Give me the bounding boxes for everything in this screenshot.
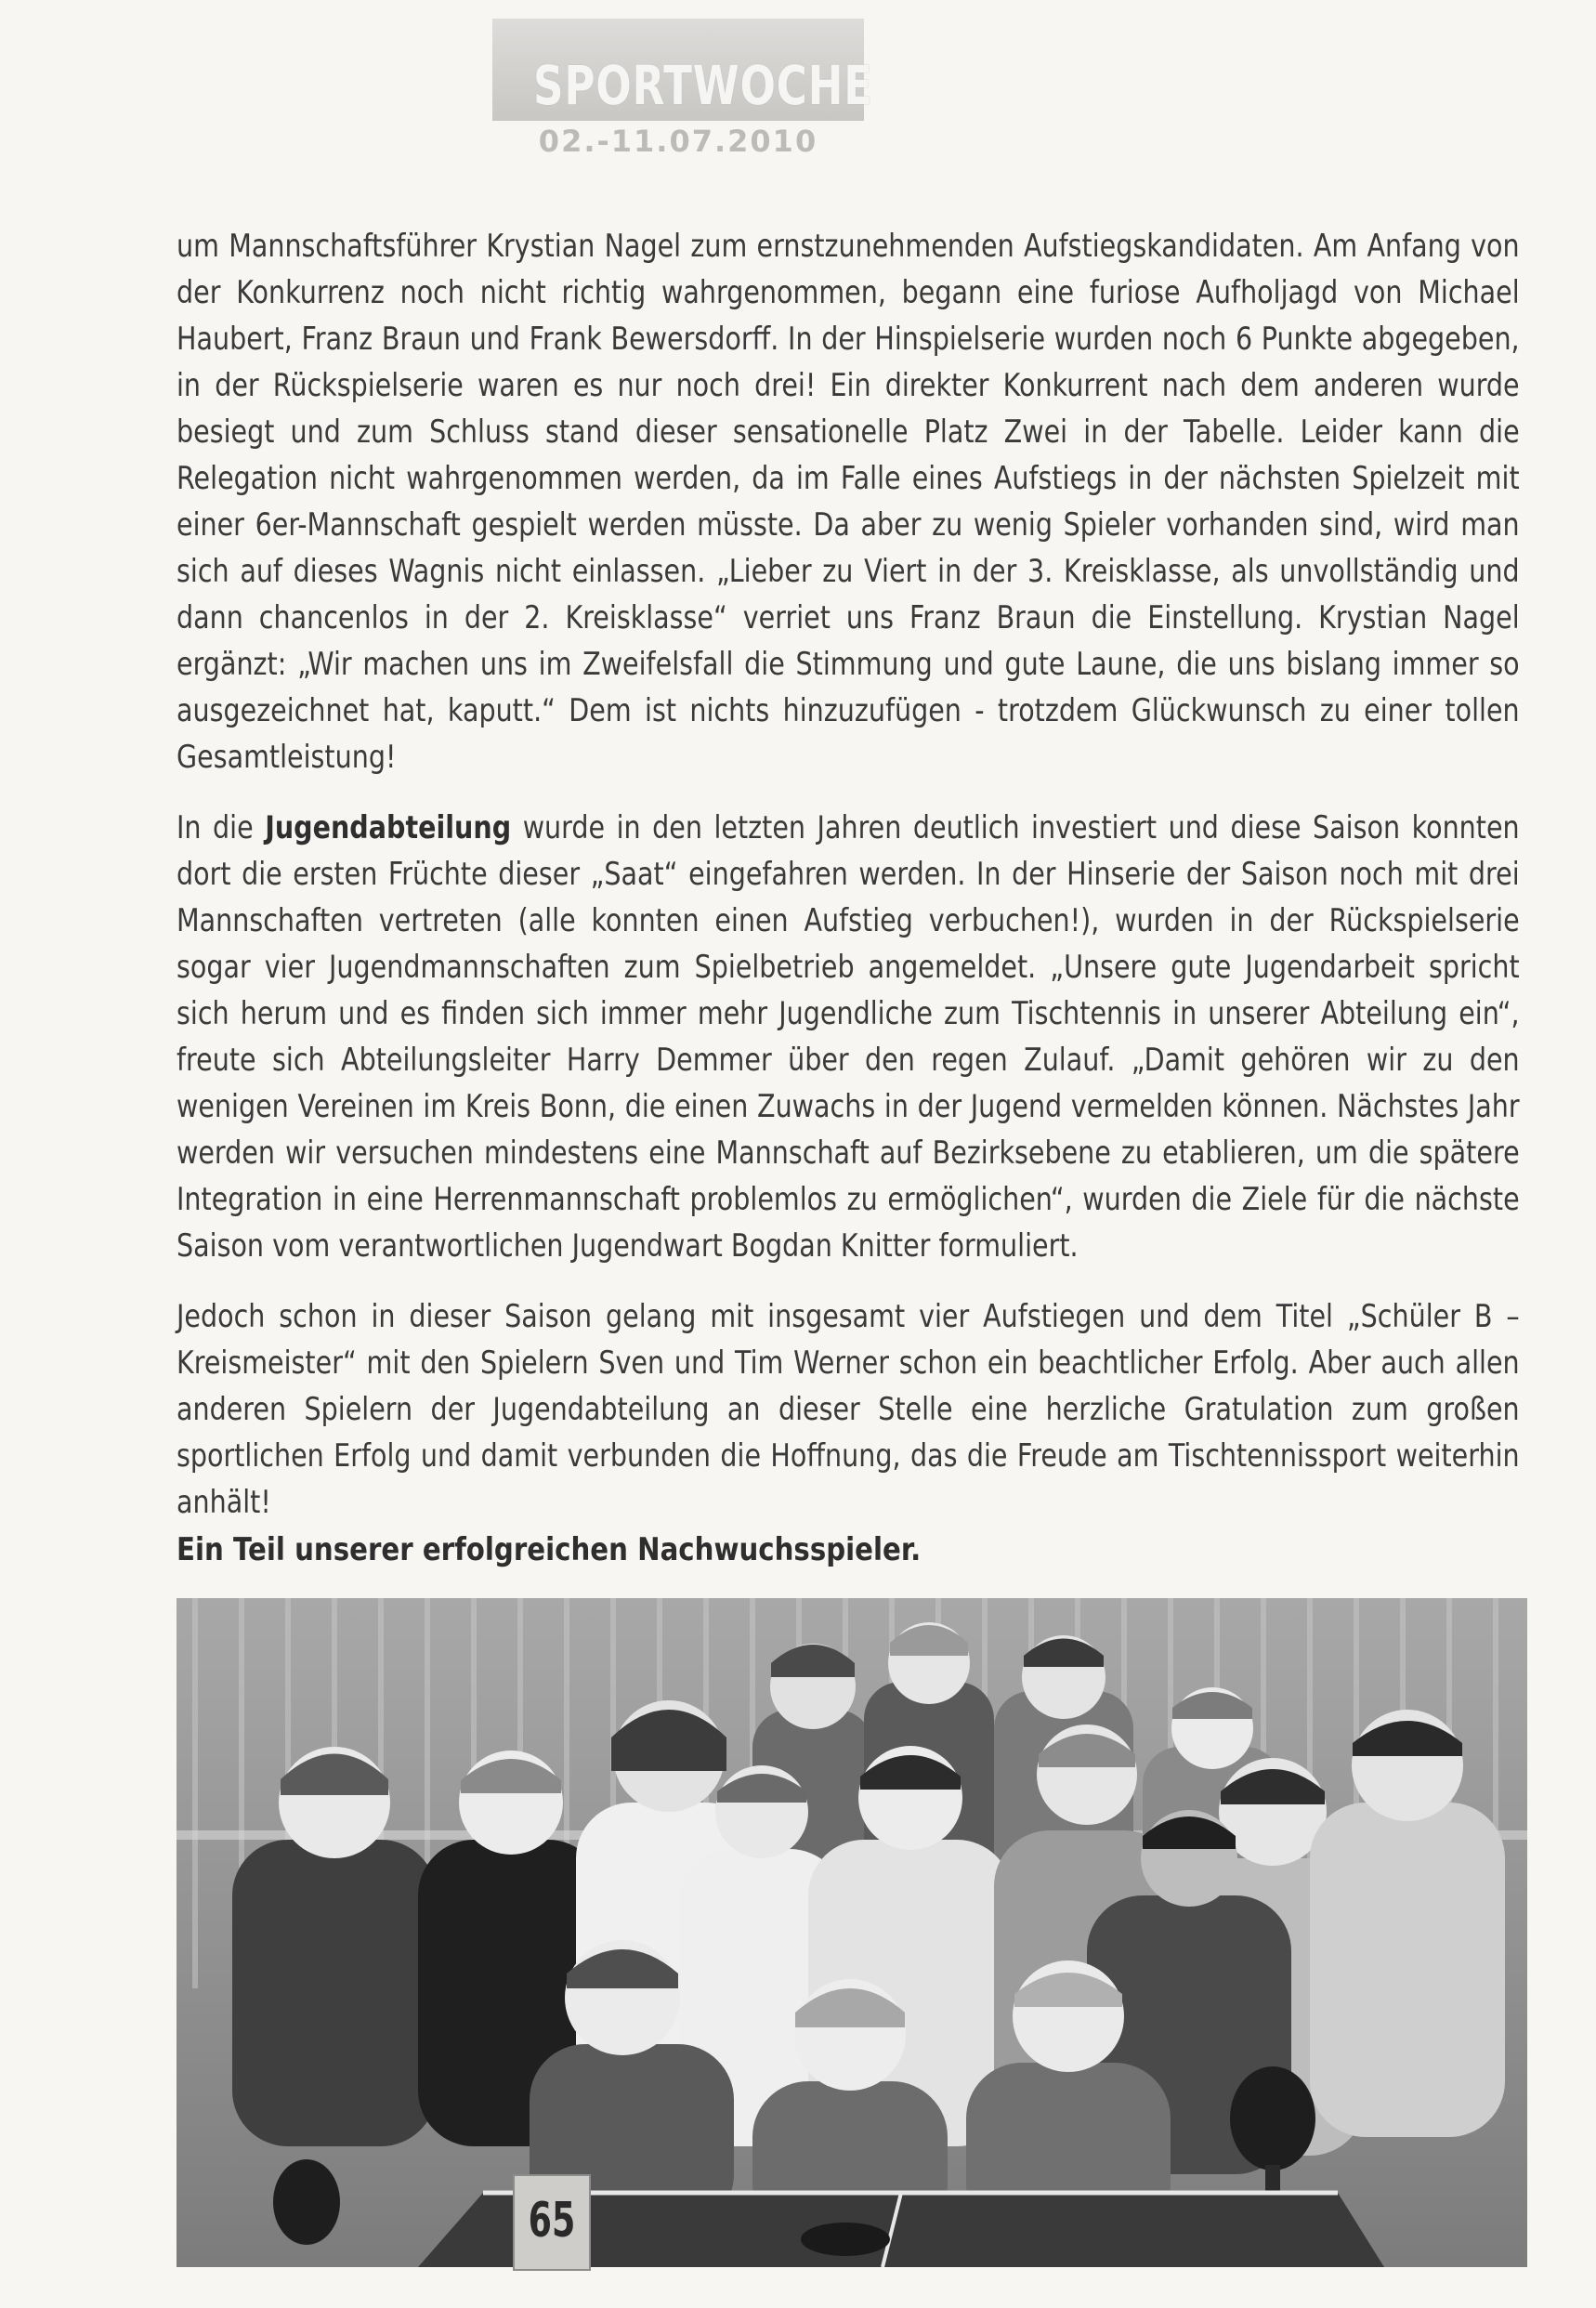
- masthead-title: SPORTWOCHE: [533, 54, 873, 117]
- masthead: [492, 19, 873, 159]
- photo-caption: Ein Teil unserer erfolgreichen Nachwuchsspieler.: [177, 1531, 922, 1568]
- article-paragraph-2: [177, 805, 1520, 1269]
- article-paragraph-1: um Mannschaftsführer Krystian Nagel zum ernstzunehmenden Aufstiegskandidaten. Am Anfang von der Konkurrenz noch nicht richtig wahrgenommen, begann eine furiose Aufholjagd von Michael Haubert, Franz Braun und Frank Bewersdorff. In der Hinspielserie wurden noch 6 Punkte abgegeben, in der Rückspielserie waren es nur noch drei! Ein direkter Konkurrent nach dem anderen wurde besiegt und zum Schluss stand dieser sensationelle Platz Zwei in der Tabelle. Leider kann die Relegation nicht wahrgenommen werden, da im Falle eines Aufstiegs in der nächsten Spielzeit mit einer 6er-Mannschaft gespielt werden müsste. Da aber zu wenig Spieler vorhanden sind, wird man sich auf dieses Wagnis nicht einlassen. „Lieber zu Viert in der 3. Kreisklasse, als unvollständig und dann chancenlos in der 2. Kreisklasse“ verriet uns Franz Braun die Einstellung. Krystian Nagel ergänzt: „Wir machen uns im Zweifelsfall die Stimmung und gute Laune, die uns bislang immer so ausgezeichnet hat, kaputt.“ Dem ist nichts hinzuzufügen - trotzdem Glückwunsch zu einer tollen Gesamtleistung!: [177, 228, 1520, 776]
- team-photo: [177, 1598, 1527, 2267]
- paragraph-2-keyword: Jugendabteilung: [265, 809, 512, 846]
- masthead-date: 02.-11.07.2010: [538, 124, 818, 159]
- page-number: 65: [528, 2193, 576, 2249]
- team-photo-illustration: [177, 1598, 1527, 2267]
- paragraph-2-rest: wurde in den letzten Jahren deutlich investiert und diese Saison konnten dort die ersten Früchte dieser „Saat“ eingefahren werden. In der Hinserie der Saison noch mit drei Mannschaften vertreten (alle konnten einen Aufstieg verbuchen!), wurden in der Rückspielserie sogar vier Jugendmannschaften zum Spielbetrieb angemeldet. „Unsere gute Jugendarbeit spricht sich herum und es finden sich immer mehr Jugendliche zum Tischtennis in unserer Abteilung ein“, freute sich Abteilungsleiter Harry Demmer über den regen Zulauf. „Damit gehören wir zu den wenigen Vereinen im Kreis Bonn, die einen Zuwachs in der Jugend vermelden können. Nächstes Jahr werden wir versuchen mindestens eine Mannschaft auf Bezirksebene zu etablieren, um die spätere Integration in eine Herrenmannschaft problemlos zu ermöglichen“, wurden die Ziele für die nächste Saison vom verantwortlichen Jugendwart Bogdan Knitter formuliert.: [177, 809, 1520, 1265]
- page-number-badge: [513, 2174, 591, 2271]
- paragraph-2-lead: In die: [177, 809, 266, 846]
- article-body: [177, 223, 1520, 1550]
- article-paragraph-3: Jedoch schon in dieser Saison gelang mit insgesamt vier Aufstiegen und dem Titel „Schüler B – Kreismeister“ mit den Spielern Sven und Tim Werner schon ein beachtlicher Erfolg. Aber auch allen anderen Spielern der Jugendabteilung an dieser Stelle eine herzliche Gratulation zum großen sportlichen Erfolg und damit verbunden die Hoffnung, das die Freude am Tischtennissport weiterhin anhält!: [177, 1298, 1520, 1521]
